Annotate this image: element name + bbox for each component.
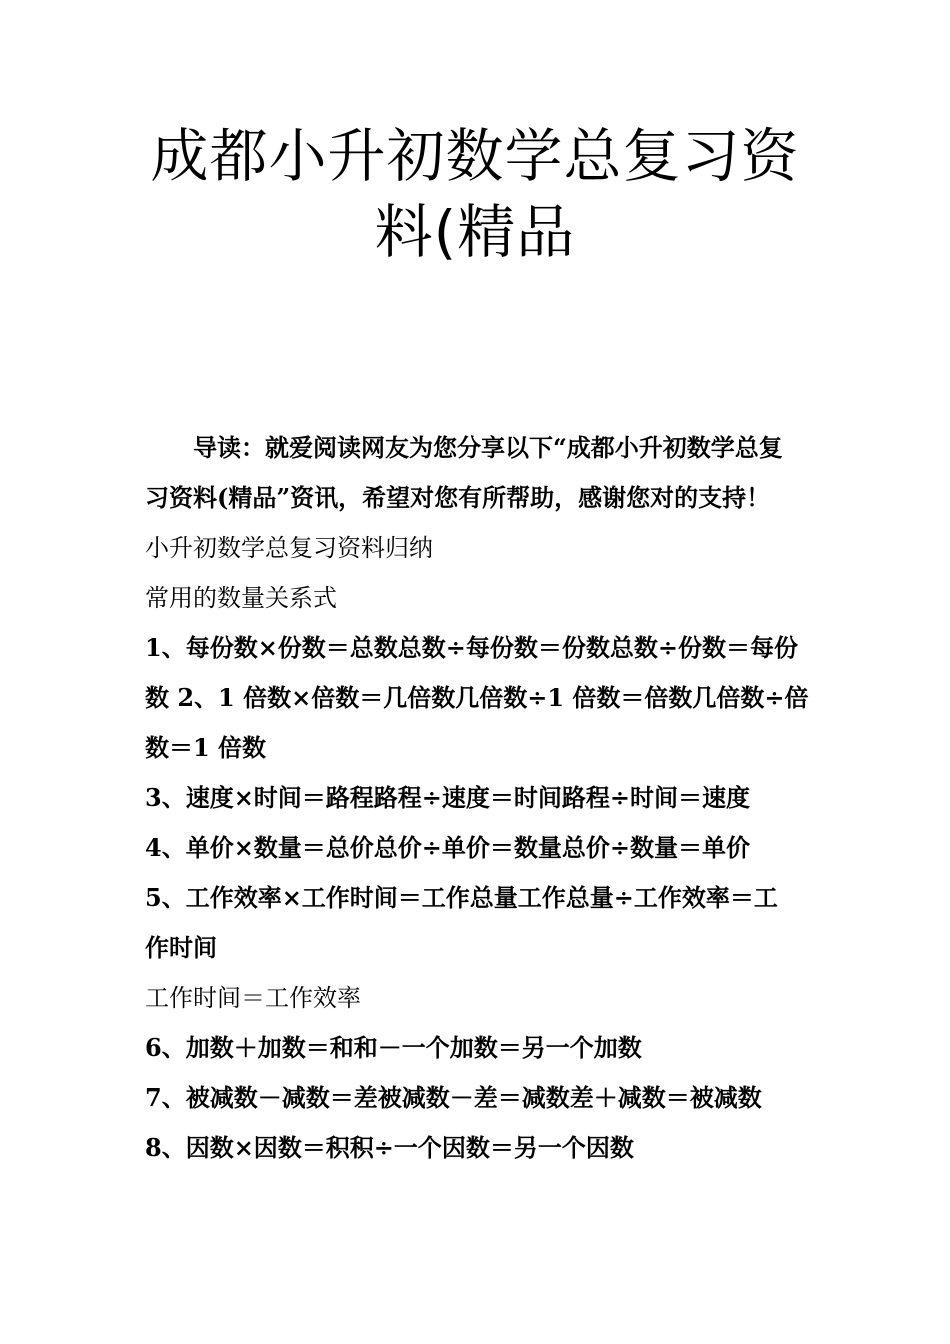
formula-line-8: 工作时间＝工作效率 — [145, 984, 361, 1012]
title-line-1: 成都小升初数学总复习资 — [150, 122, 800, 190]
intro-line-2: 习资料(精品”资讯，希望对您有所帮助，感谢您对的支持！ — [145, 483, 771, 512]
document-title — [140, 118, 810, 270]
formula-line-11: 8、因数×因数＝积积÷一个因数＝另一个因数 — [145, 1133, 634, 1162]
formula-line-7: 作时间 — [145, 933, 217, 962]
subsection-heading: 常用的数量关系式 — [145, 584, 337, 612]
formula-line-6: 5、工作效率×工作时间＝工作总量工作总量÷工作效率＝工 — [145, 883, 778, 912]
formula-line-10: 7、被减数－减数＝差被减数－差＝减数差＋减数＝被减数 — [145, 1083, 762, 1112]
formula-line-4: 3、速度×时间＝路程路程÷速度＝时间路程÷时间＝速度 — [145, 783, 751, 812]
title-line-2: 料(精品 — [374, 198, 576, 266]
formula-line-9: 6、加数＋加数＝和和－一个加数＝另一个加数 — [145, 1033, 642, 1062]
section-heading: 小升初数学总复习资料归纳 — [145, 534, 433, 562]
document-body — [145, 423, 810, 1173]
formula-line-3: 数＝1 倍数 — [145, 733, 267, 762]
formula-line-5: 4、单价×数量＝总价总价÷单价＝数量总价÷数量＝单价 — [145, 833, 751, 862]
intro-line-1: 导读：就爱阅读网友为您分享以下“成都小升初数学总复 — [193, 433, 783, 462]
formula-line-1: 1、每份数×份数＝总数总数÷每份数＝份数总数÷份数＝每份 — [145, 633, 799, 662]
formula-line-2: 数 2、1 倍数×倍数＝几倍数几倍数÷1 倍数＝倍数几倍数÷倍 — [145, 683, 809, 712]
